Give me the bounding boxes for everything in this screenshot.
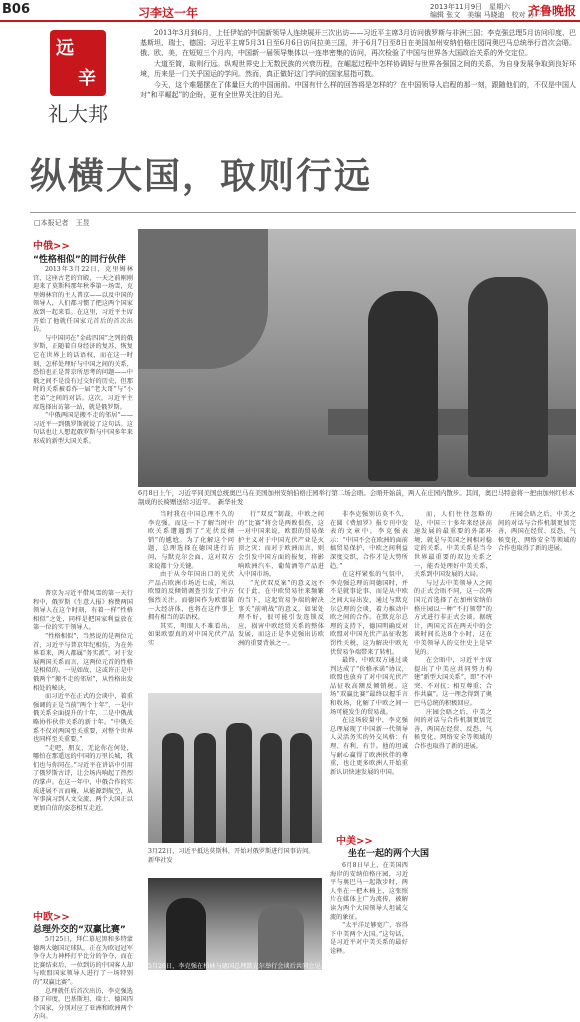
paragraph: 最终，中欧双方通过谈判达成了“价格承诺”协议，欧盟也放弃了对中国光伏产品征收高额反倾销税。这场“双赢比赛”最终以握手言和收场，化解了中欧之间一场可能发生的贸易战。 (330, 657, 408, 716)
intro-paragraph: 2013年3月到6月，上任伊始的中国新领导人连续展开三次出访——习近平主席3月访问俄罗斯与非洲三国；李克强总理5月访问印度、巴基斯坦、瑞士、德国；习近平主席5月31日至6月6日访问拉美三国，并于6月7日至8日在美国加州安纳伯格庄园同奥巴马总统举行首次会晤。俄、欧、美，在短短三个月内，中国新一届领导集体以一连串密集的访问，再次检验了中国与世界各大国政治关系的外交定位。 (140, 29, 576, 57)
photo-caption-moscow: 3月22日，习近平抵达莫斯科，开始对俄罗斯进行国事访问。 新华社发 (148, 848, 318, 864)
section-heading-china-europe: 中欧>> (33, 912, 70, 923)
paragraph: 庄园会晤之后，中美之间的对话与合作机制更加完善，两国在经贸、反恐、气候变化、网络安全等领域的合作也取得了新的进展。 (498, 511, 576, 553)
article-title: 纵横大国，取则行远 (30, 155, 373, 197)
paragraph: “光伏双反案”的意义远不仅于此，在中欧贸易往来频繁的当下，这起贸易争端的解决事关“前哨战”的意义，如果处理不好，很可能引发连锁反应，损害中欧经贸关系的整体发展，而这正是李克强出访欧洲的重要背景之一。 (238, 579, 324, 647)
text-column-left-bottom (33, 936, 133, 1021)
photo-figure-xi (226, 723, 252, 843)
photo-li-merkel (148, 878, 322, 970)
paragraph: 当时我在中国总理不久的李克强，而这一下了解当时中欧关系遭遇到了“光伏反倾销”的尴尬。为了化解这个问题，总理选择在德国进行访问，与默克尔会面，这对双方来说都十分关键。 (148, 511, 234, 570)
photo-guard-figure (162, 733, 184, 843)
text-column-right3 (498, 511, 576, 971)
section-subheading-china-europe: 总理外交的“双赢比赛” (33, 925, 126, 935)
section-title: 习李这一年 (138, 6, 199, 20)
section-heading-china-russia: 中俄>> (33, 241, 70, 252)
photo-guard-figure (194, 733, 216, 843)
intro-paragraph: 今天，这个难题摆在了体量巨大的中国面前。中国有什么样的回答将是怎样的？在中国领导人启程的那一刻，跟随他们的，不仅是中国人对“和平崛起”的企盼，更有全世界关注的目光。 (140, 81, 576, 99)
photo-caption-berlin: 5月26日，李克强在柏林与德国总理默克尔举行会谈后共同会见记者。 新华社发 (148, 963, 321, 979)
paragraph: “走吧，朋友，无论你在何处，哪怕在那遥远的中国的万里长城，我们也与你同在。”习近平在讲话中引用了俄罗斯古诗，让会场内响起了热烈的掌声。在这一年中，中俄合作的实质进展不言而喻，从能源到航空，从军事演习到人文交流，两个大国正以更加自信的姿态相互走近。 (33, 744, 133, 812)
text-column-right-bottom (330, 862, 408, 974)
paragraph: 2013年3月22日，克里姆林宫，这座古老的宫殿，一天之前刚刚迎来了莫斯科那年秋季第一场雪，克里姆林宫的主人普京——以及中国的领导人，人们都习惯了把这两个国家放到一起来看。在这里，习近平主席开始了他就任国家元首后的首次出访。 (33, 266, 133, 334)
seal-char-1: 远 (56, 38, 74, 59)
text-column-right1 (330, 511, 408, 829)
paragraph: 非李克强别访莫不久，在圆《费加罗》报专刊中发表的文章中，李克强表示：“中国不会在欧洲的面前搞贸易保护，中欧之间利益深度交织，合作才是大势所趋。” (330, 511, 408, 570)
paragraph: 与过去中美领导人之间的正式会晤不同，这一次两国元首选择了在加州安纳伯格庄园以一种“不打领带”的方式进行非正式会谈。据统计，两国元首在两天中的会谈时间长达8个小时，这在中美领导人的交往史上是罕见的。 (414, 579, 492, 656)
photo-figure-li (166, 898, 206, 970)
paragraph: 在会晤中，习近平主席提出了中美应共同努力构建“新型大国关系”，即“不冲突、不对抗；相互尊重；合作共赢”。这一理念得到了奥巴马总统的积极回应。 (414, 657, 492, 708)
paragraph: 行“双反”制裁，中欧之间的“比赛”将会是两败俱伤，这一对中国来说，欧盟的贸易保护主义对于中国光伏产业是灭顶之灾；而对于欧洲而言，则会引发中国方面的报复，将影响欧洲汽车、葡萄酒等产品进入中国市场。 (238, 511, 324, 579)
section-subheading-china-us: 坐在一起的两个大国 (348, 849, 430, 859)
title-divider (30, 212, 576, 213)
photo-figure-right (468, 277, 548, 477)
paragraph: “性格相似”，当然说的是两位元首，习近平与普京年纪相仿，为在外界看来，两人都属“务实派”。对于发展两国关系而言，这两位元首的性格是相似的。一见如故，这或许正是中俄两个“搬不走的邻居”，从性格出发相处的秘诀。 (33, 632, 133, 692)
photo-figure-merkel (258, 904, 304, 970)
column-logo (42, 24, 132, 124)
paragraph: 6月8日早上，在美国西海岸的安纳伯格庄园，习近平与奥巴马一起散步时，两人坐在一把木椅上，这张照片在媒体上广为流传，被解读为两个大国领导人坦诚交流的象征。 (330, 862, 408, 921)
intro-paragraph: 大道至简，取则行远。纵观世界史上无数民族的兴衰历程，在崛起过程中怎样协调好与世界各强国之间的关系，为自身发展争取到良好环境，历来是一门关乎国运的学问。然而，真正做好这门学问的国家屈指可数。 (140, 60, 576, 78)
section-subheading-china-russia: “性格相似”的同行伙伴 (33, 255, 126, 265)
photo-guard-figure (290, 733, 312, 843)
paragraph: 由于从今年国出口的光伏产品占欧洲市场近七成，所以欧盟的反倾销调查引发了中方强烈关注。而德国作为欧盟第一大经济体，也将在这件事上拥有相当的话语权。 (148, 571, 234, 622)
text-column-mid2 (238, 511, 324, 686)
paragraph: 而习近平在正式的会谈中，着重强调的正是当前“两个十年”，一是中俄关系全面提升的十年，二是中俄战略协作伙伴关系的新十年。“中俄关系不仅对两国至关重要，对整个世界也同样至关重要。” (33, 693, 133, 744)
text-column-left-top (33, 266, 133, 582)
paragraph: 5月25日，拜仁慕尼黑和多特蒙德两大德国足球队，正在为欧冠冠军争夺大力神杯打平比分的争夺，而在比赛结束后，一位到访的中国客人却与欧盟国家领导人进行了一场特别的“双赢比赛”。 (33, 936, 133, 986)
text-column-right2 (414, 511, 492, 971)
red-seal-icon (50, 30, 106, 96)
paragraph: “中俄两国是搬不走的邻居”——习近平一到俄罗斯就说了这句话。这句话也让人想起俄罗斯与中国多年来形成的新型大国关系。 (33, 412, 133, 445)
paragraph: 在这场较量中，李克强总理展现了中国新一代领导人灵活务实的外交风格：有理、有利、有节。他的坦诚与耐心赢得了欧洲伙伴的尊重，也让更多欧洲人开始重新认识快速发展的中国。 (330, 717, 408, 776)
edition-meta (430, 3, 542, 19)
paragraph: 庄园会晤之后，中美之间的对话与合作机制更加完善，两国在经贸、反恐、气候变化、网络安全等领域的合作也取得了新的进展。 (414, 708, 492, 751)
edition-staff: 编辑 张文 美编 马晓迪 校对 孙一 (430, 11, 542, 19)
seal-char-2: 辛 (78, 68, 96, 89)
paragraph: 而，人们往往忽略的是，中国三十多年来经济高速发展的最重要的外部环境，就是与美国之间相对稳定的关系。中美关系是当今世界最重要的双边关系之一，能否处理好中美关系，关系到中国发展的大局。 (414, 511, 492, 579)
newspaper-masthead: 齐鲁晚报 (528, 4, 577, 18)
photo-figure-left (368, 291, 438, 481)
text-column-mid1 (148, 511, 234, 686)
photo-xi-moscow (148, 693, 322, 843)
paragraph: 总理就任后首次出访，李克强选择了印度、巴基斯坦、瑞士、德国四个国家，分别对应了亚洲和欧洲两个方向。 (33, 987, 133, 1021)
column-name: 礼大邦 (48, 102, 108, 126)
edition-date: 2013年11月9日 星期六 (430, 3, 511, 11)
paragraph: 普京为习近平借风雪的第一天行程中，俄罗斯《生意人报》称赞两国领导人在这个时刻，有着一样“性格相似”之处，同样是把国家利益放在第一位的实干领导人。 (33, 590, 133, 632)
photo-tree-shape (138, 229, 268, 369)
paragraph: 在这样紧张的气氛中，李克强总理访问德国时，并不是就事论事，而是从中欧之间大局出发，通过与默克尔总理的会谈，着力推动中欧之间的合作。在默克尔总理的支持下，德国明确反对欧盟对中国光伏产品征收惩罚性关税，这为解决中欧光伏贸易争端带来了转机。 (330, 571, 408, 656)
byline: □本报记者 王昱 (34, 219, 90, 227)
paragraph: 其实，明眼人不难看出，如果欧盟真的对中国光伏产品实 (148, 622, 234, 647)
photo-caption-main: 6月8日上午，习近平同美国总统奥巴马在美国加州安纳伯格庄园举行第二场会晤。会晤开始前，两人在庄园内散步。其间，奥巴马特意将一把由加州红杉木制成的长椅赠送给习近平。 新华社发 (138, 489, 575, 506)
text-column-left-mid (33, 590, 133, 902)
page-header (0, 0, 580, 22)
photo-guard-figure (260, 733, 282, 843)
photo-xi-obama-bench (138, 229, 576, 487)
intro-text (140, 28, 576, 101)
page-number: B06 (2, 2, 30, 17)
paragraph: 与中国同在“金砖四国”之列的俄罗斯，正随着自身经济的复苏，恢复它在世界上的话语权，而在这一时刻，怎样处理好与中国之间的关系，恐怕也正是普京所思考的问题——中俄之间不是没有过交好的历史，但那时的关系被看作一届“老大哥”与“小老弟”之间的对话。这次，习近平主席选择出访第一站，就是俄罗斯。 (33, 334, 133, 411)
section-heading-china-us: 中美>> (336, 836, 373, 847)
paragraph: “太平洋足够宽广，容得下中美两个大国。”这句话，是习近平对中美关系的最好诠释。 (330, 922, 408, 955)
